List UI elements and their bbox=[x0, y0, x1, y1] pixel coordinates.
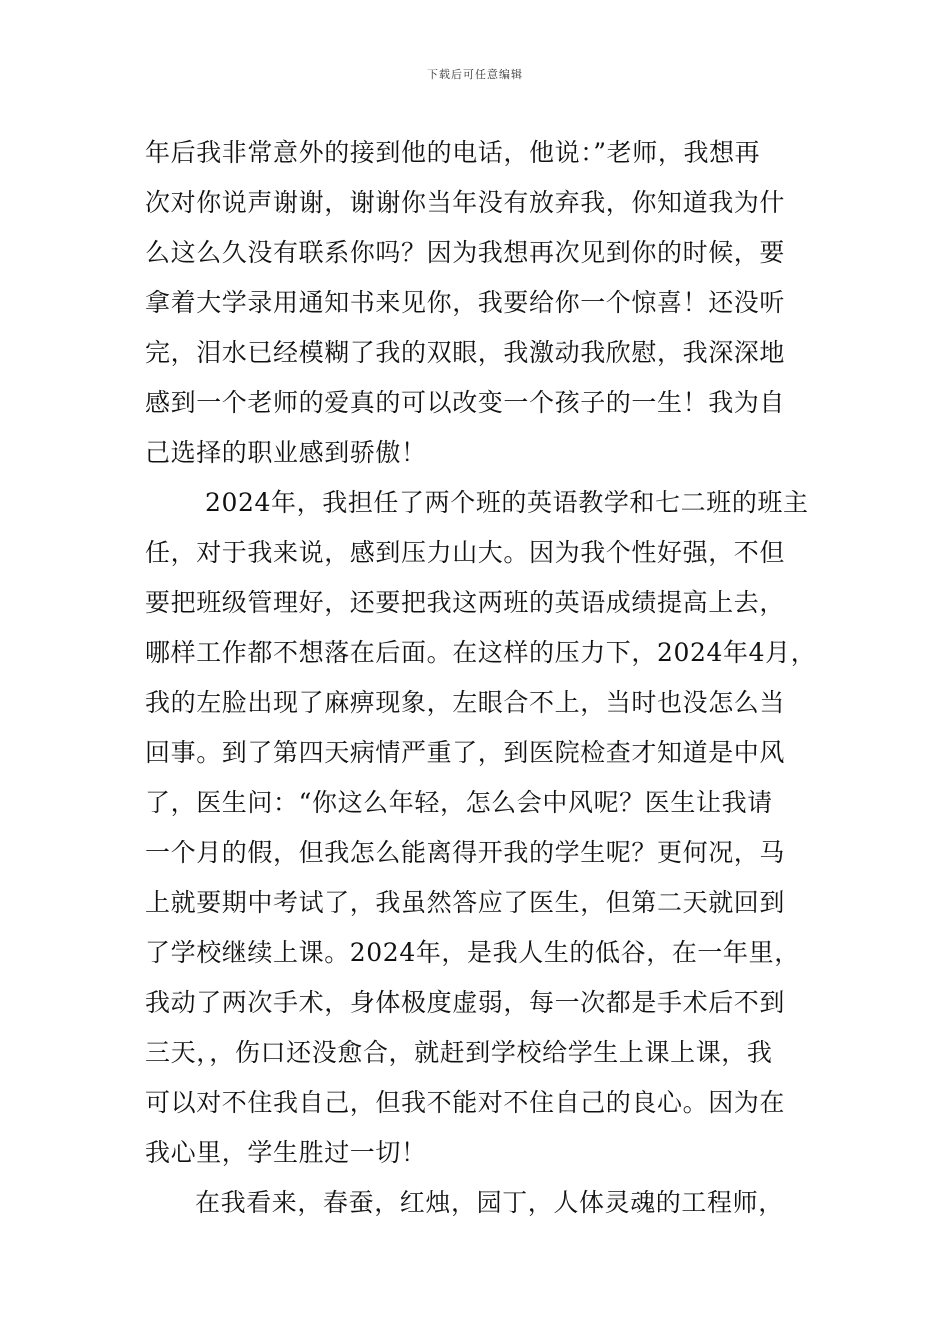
page-header: 下载后可任意编辑 bbox=[427, 68, 523, 81]
paragraph-2-line-6: 回事。到了第四天病情严重了，到医院检查才知道是中风 bbox=[145, 738, 786, 767]
paragraph-2-line-11: 我动了两次手术，身体极度虚弱，每一次都是手术后不到 bbox=[145, 988, 786, 1017]
paragraph-2-line-4: 哪样工作都不想落在后面。在这样的压力下，2024年4月， bbox=[145, 638, 817, 667]
paragraph-2-line-1: 2024年，我担任了两个班的英语教学和七二班的班主 bbox=[205, 488, 809, 517]
paragraph-2-line-10: 了学校继续上课。2024年，是我人生的低谷，在一年里， bbox=[145, 938, 800, 967]
paragraph-2-line-7: 了，医生问：“你这么年轻，怎么会中风呢？医生让我请 bbox=[145, 788, 773, 817]
paragraph-2-line-14: 我心里，学生胜过一切！ bbox=[145, 1138, 427, 1167]
paragraph-2-line-12: 三天，，伤口还没愈合，就赶到学校给学生上课上课，我 bbox=[145, 1038, 773, 1067]
paragraph-2-line-8: 一个月的假，但我怎么能离得开我的学生呢？更何况，马 bbox=[145, 838, 786, 867]
paragraph-1-line-3: 么这么久没有联系你吗？因为我想再次见到你的时候，要 bbox=[145, 238, 786, 267]
paragraph-1-line-2: 次对你说声谢谢，谢谢你当年没有放弃我，你知道我为什 bbox=[145, 188, 786, 217]
paragraph-2-line-2: 任，对于我来说，感到压力山大。因为我个性好强，不但 bbox=[145, 538, 786, 567]
document-body bbox=[145, 128, 817, 1228]
paragraph-1-line-4: 拿着大学录用通知书来见你，我要给你一个惊喜！还没听 bbox=[145, 288, 786, 317]
paragraph-2-line-9: 上就要期中考试了，我虽然答应了医生，但第二天就回到 bbox=[145, 888, 786, 917]
paragraph-1-line-7: 己选择的职业感到骄傲！ bbox=[145, 438, 427, 467]
paragraph-2-line-5: 我的左脸出现了麻痹现象，左眼合不上，当时也没怎么当 bbox=[145, 688, 786, 717]
paragraph-1-line-6: 感到一个老师的爱真的可以改变一个孩子的一生！我为自 bbox=[145, 388, 786, 417]
paragraph-1-line-1: 年后我非常意外的接到他的电话，他说：”老师，我想再 bbox=[145, 138, 761, 167]
paragraph-2-line-3: 要把班级管理好，还要把我这两班的英语成绩提高上去， bbox=[145, 588, 786, 617]
paragraph-1-line-5: 完，泪水已经模糊了我的双眼，我激动我欣慰，我深深地 bbox=[145, 338, 786, 367]
paragraph-3-line-1: 在我看来，春蚕，红烛，园丁，人体灵魂的工程师， bbox=[195, 1188, 784, 1217]
paragraph-2-line-13: 可以对不住我自己，但我不能对不住自己的良心。因为在 bbox=[145, 1088, 786, 1117]
